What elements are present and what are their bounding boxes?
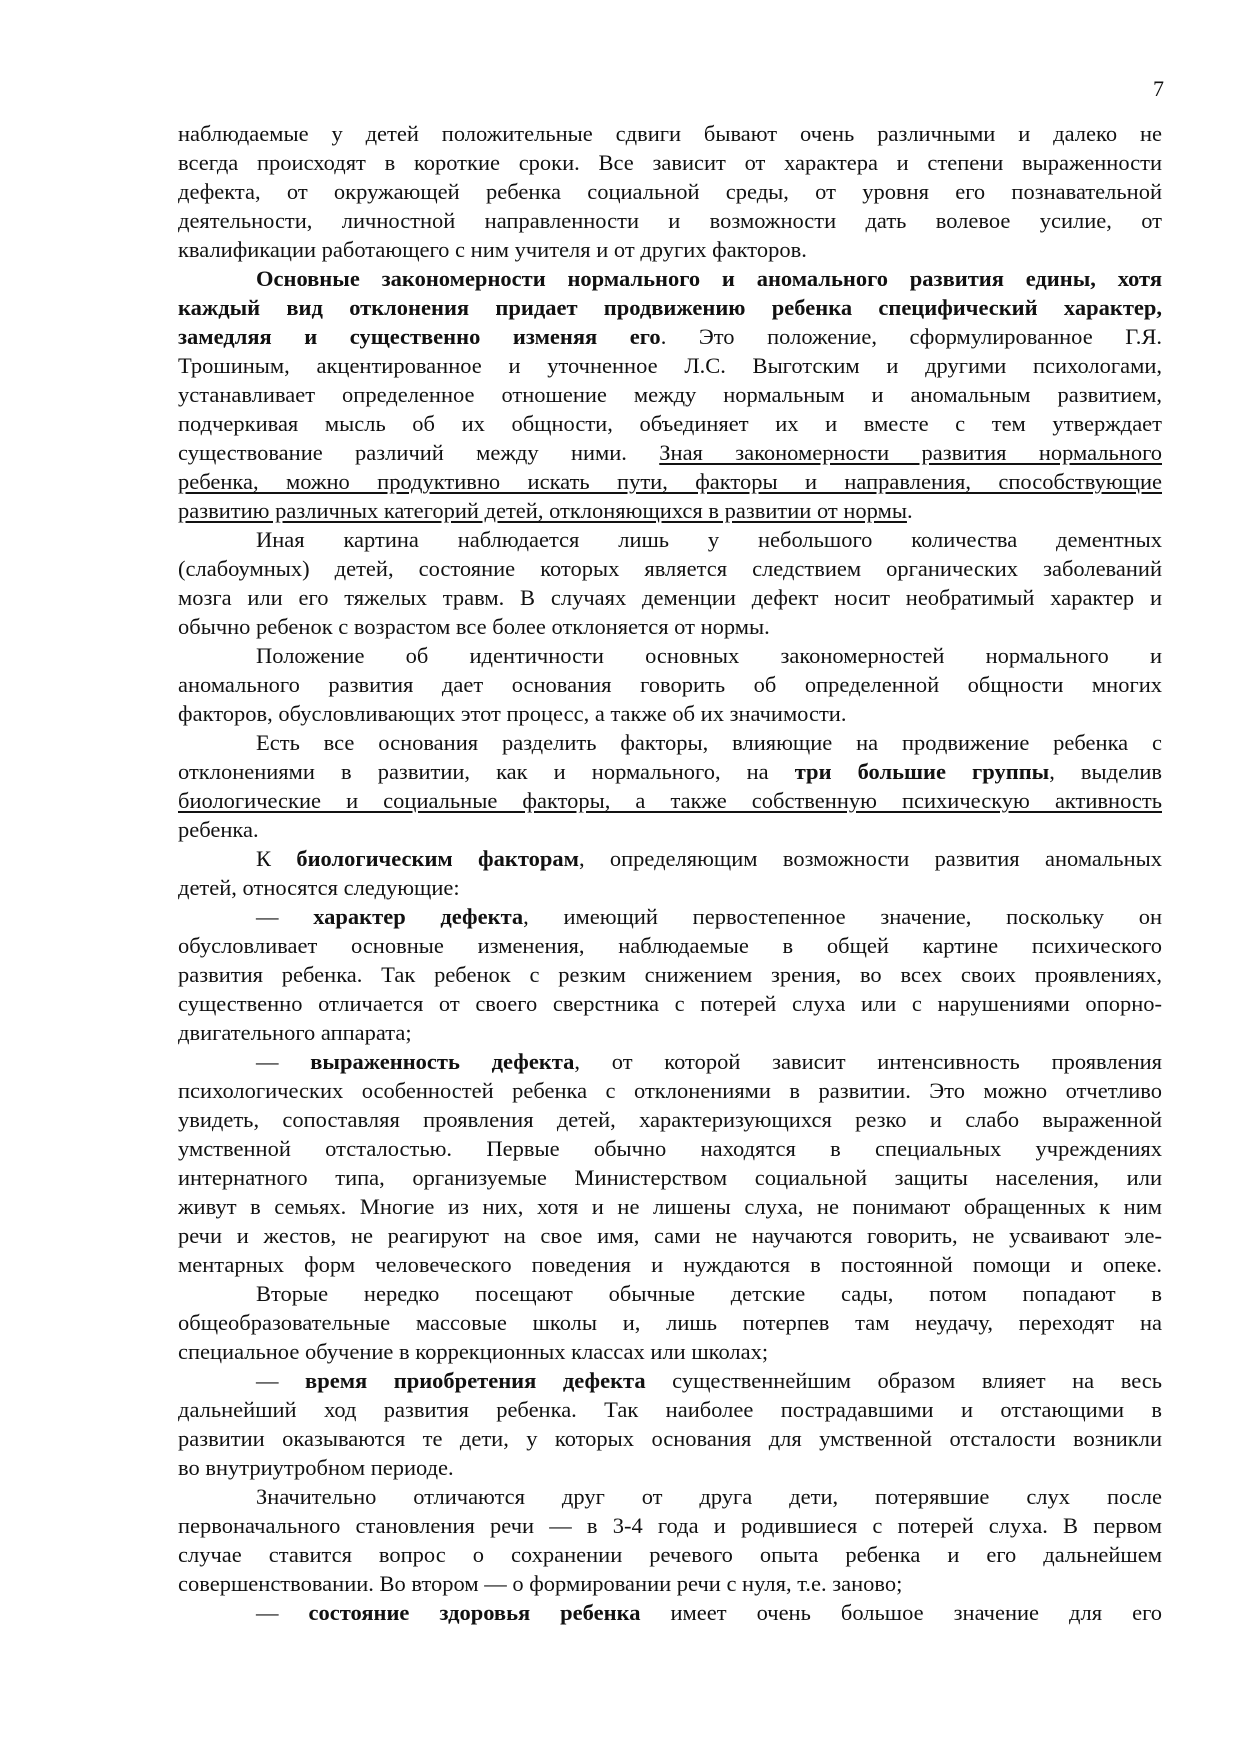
text-segment: . Это положение, сформулированное Г.Я.	[660, 324, 1162, 349]
text-line	[178, 1134, 1162, 1163]
underlined-text: Зная закономерности развития нормального	[659, 440, 1162, 465]
text-segment: Значительно отличаются друг от друга дети, потерявшие слух после	[256, 1484, 1162, 1509]
text-line	[178, 235, 1162, 264]
text-line	[178, 496, 1162, 525]
text-line	[178, 1598, 1162, 1627]
bold-text: Основные закономерности нормального и аномального развития едины, хотя	[256, 266, 1162, 291]
text-line	[178, 1105, 1162, 1134]
text-line	[178, 467, 1162, 496]
text-line	[178, 409, 1162, 438]
text-segment: аномального развития дает основания говорить об определенной общности многих	[178, 672, 1162, 697]
text-segment: ребенка.	[178, 817, 259, 842]
text-line	[178, 1076, 1162, 1105]
text-segment: увидеть, сопоставляя проявления детей, характеризующихся резко и слабо выраженной	[178, 1107, 1162, 1132]
text-line	[178, 1337, 1162, 1366]
text-line	[178, 438, 1162, 467]
text-segment: Вторые нередко посещают обычные детские сады, потом попадают в	[256, 1281, 1162, 1306]
text-line	[178, 1279, 1162, 1308]
text-segment: деятельности, личностной направленности и возможности дать волевое усилие, от	[178, 208, 1162, 233]
text-line	[178, 583, 1162, 612]
bold-text: выраженность дефекта	[310, 1049, 575, 1074]
underlined-text: развитию различных категорий детей, отклоняющихся в развитии от нормы	[178, 498, 907, 523]
bold-text: три большие группы	[794, 759, 1050, 784]
text-line	[178, 119, 1162, 148]
text-segment: , выделив	[1049, 759, 1162, 784]
text-segment: обычно ребенок с возрастом все более отклоняется от нормы.	[178, 614, 770, 639]
text-segment: двигательного аппарата;	[178, 1020, 412, 1045]
text-segment: совершенствовании. Во втором — о формировании речи с нуля, т.е. заново;	[178, 1571, 903, 1596]
text-segment: интернатного типа, организуемые Министерством социальной защиты населения, или	[178, 1165, 1162, 1190]
page-number: 7	[1153, 76, 1164, 101]
text-segment: речи и жестов, не реагируют на свое имя, сами не научаются говорить, не усваивают эле-	[178, 1223, 1162, 1248]
text-segment: К	[256, 846, 297, 871]
text-segment: случае ставится вопрос о сохранении речевого опыта ребенка и его дальнейшем	[178, 1542, 1162, 1567]
bold-text: время приобретения дефекта	[305, 1368, 646, 1393]
text-line	[178, 960, 1162, 989]
text-segment: , имеющий первостепенное значение, поскольку он	[523, 904, 1163, 929]
bold-text: состояние здоровья ребенка	[308, 1600, 641, 1625]
bold-text: биологическим факторам	[296, 846, 579, 871]
text-segment: во внутриутробном периоде.	[178, 1455, 454, 1480]
text-line	[178, 1569, 1162, 1598]
text-line	[178, 844, 1162, 873]
text-segment: факторов, обусловливающих этот процесс, а также об их значимости.	[178, 701, 847, 726]
text-line	[178, 786, 1162, 815]
bold-text: замедляя и существенно изменяя его	[178, 324, 661, 349]
text-line	[178, 148, 1162, 177]
bold-text: характер дефекта	[313, 904, 524, 929]
text-line	[178, 293, 1162, 322]
text-segment: —	[256, 1368, 306, 1393]
text-line	[178, 1047, 1162, 1076]
text-segment: —	[256, 904, 314, 929]
bold-text: каждый вид отклонения придает продвижению ребенка специфический характер,	[178, 295, 1162, 320]
text-line	[178, 699, 1162, 728]
text-segment: —	[256, 1600, 309, 1625]
text-segment: всегда происходят в короткие сроки. Все зависит от характера и степени выраженности	[178, 150, 1162, 175]
text-segment: имеет очень большое значение для его	[640, 1600, 1163, 1625]
text-line	[178, 1018, 1162, 1047]
text-segment: отклонениями в развитии, как и нормального, на	[178, 759, 795, 784]
text-segment: .	[906, 498, 913, 523]
text-line	[178, 989, 1162, 1018]
text-segment: наблюдаемые у детей положительные сдвиги бывают очень различными и далеко не	[178, 121, 1162, 146]
text-segment: , от которой зависит интенсивность проявления	[574, 1049, 1163, 1074]
text-segment: детей, относятся следующие:	[178, 875, 460, 900]
text-segment: Иная картина наблюдается лишь у небольшого количества дементных	[256, 527, 1162, 552]
text-line	[178, 525, 1162, 554]
text-line	[178, 1453, 1162, 1482]
text-line	[178, 1482, 1162, 1511]
text-segment: существование различий между ними.	[178, 440, 660, 465]
text-line	[178, 641, 1162, 670]
underlined-text: биологические и социальные факторы, а также собственную психическую активность	[178, 788, 1162, 813]
text-segment: существенно отличается от своего сверстника с потерей слуха или с нарушениями опорно-	[178, 991, 1162, 1016]
text-line	[178, 1163, 1162, 1192]
text-segment: Есть все основания разделить факторы, влияющие на продвижение ребенка с	[256, 730, 1162, 755]
text-line	[178, 351, 1162, 380]
text-segment: развитии оказываются те дети, у которых основания для умственной отсталости возникли	[178, 1426, 1162, 1451]
text-segment: (слабоумных) детей, состояние которых является следствием органических заболеваний	[178, 556, 1162, 581]
text-segment: дальнейший ход развития ребенка. Так наиболее пострадавшими и отстающими в	[178, 1397, 1162, 1422]
text-segment: мозга или его тяжелых травм. В случаях деменции дефект носит необратимый характер и	[178, 585, 1162, 610]
text-line	[178, 1540, 1162, 1569]
text-segment: обусловливает основные изменения, наблюдаемые в общей картине психического	[178, 933, 1162, 958]
text-line	[178, 931, 1162, 960]
text-segment: живут в семьях. Многие из них, хотя и не лишены слуха, не понимают обращенных к ним	[178, 1194, 1162, 1219]
text-line	[178, 670, 1162, 699]
text-line	[178, 757, 1162, 786]
text-line	[178, 1511, 1162, 1540]
text-line	[178, 380, 1162, 409]
text-segment: подчеркивая мысль об их общности, объединяет их и вместе с тем утверждает	[178, 411, 1162, 436]
text-line	[178, 1250, 1162, 1279]
text-segment: развития ребенка. Так ребенок с резким снижением зрения, во всех своих проявлениях,	[178, 962, 1162, 987]
text-segment: Положение об идентичности основных закономерностей нормального и	[256, 643, 1162, 668]
text-line	[178, 612, 1162, 641]
text-line	[178, 1221, 1162, 1250]
text-line	[178, 1366, 1162, 1395]
text-segment: специальное обучение в коррекционных классах или школах;	[178, 1339, 769, 1364]
text-line	[178, 554, 1162, 583]
text-line	[178, 1308, 1162, 1337]
text-segment: устанавливает определенное отношение между нормальным и аномальным развитием,	[178, 382, 1162, 407]
text-line	[178, 1424, 1162, 1453]
text-line	[178, 206, 1162, 235]
text-segment: , определяющим возможности развития аномальных	[578, 846, 1162, 871]
text-line	[178, 322, 1162, 351]
text-segment: —	[256, 1049, 311, 1074]
text-line	[178, 815, 1162, 844]
text-line	[178, 1192, 1162, 1221]
underlined-text: ребенка, можно продуктивно искать пути, факторы и направления, способствующие	[178, 469, 1162, 494]
text-segment: общеобразовательные массовые школы и, лишь потерпев там неудачу, переходят на	[178, 1310, 1162, 1335]
text-line	[178, 728, 1162, 757]
text-segment: Трошиным, акцентированное и уточненное Л.С. Выготским и другими психологами,	[178, 353, 1162, 378]
text-segment: дефекта, от окружающей ребенка социальной среды, от уровня его познавательной	[178, 179, 1162, 204]
text-line	[178, 1395, 1162, 1424]
document-body	[178, 119, 1162, 1627]
text-segment: умственной отсталостью. Первые обычно находятся в специальных учреждениях	[178, 1136, 1162, 1161]
text-line	[178, 264, 1162, 293]
text-segment: квалификации работающего с ним учителя и от других факторов.	[178, 237, 807, 262]
text-segment: психологических особенностей ребенка с отклонениями в развитии. Это можно отчетливо	[178, 1078, 1162, 1103]
text-line	[178, 177, 1162, 206]
text-line	[178, 873, 1162, 902]
text-segment: первоначального становления речи — в 3-4 года и родившиеся с потерей слуха. В первом	[178, 1513, 1162, 1538]
text-segment: ментарных форм человеческого поведения и нуждаются в постоянной помощи и опеке.	[178, 1252, 1162, 1277]
text-line	[178, 902, 1162, 931]
text-segment: существеннейшим образом влияет на весь	[645, 1368, 1162, 1393]
